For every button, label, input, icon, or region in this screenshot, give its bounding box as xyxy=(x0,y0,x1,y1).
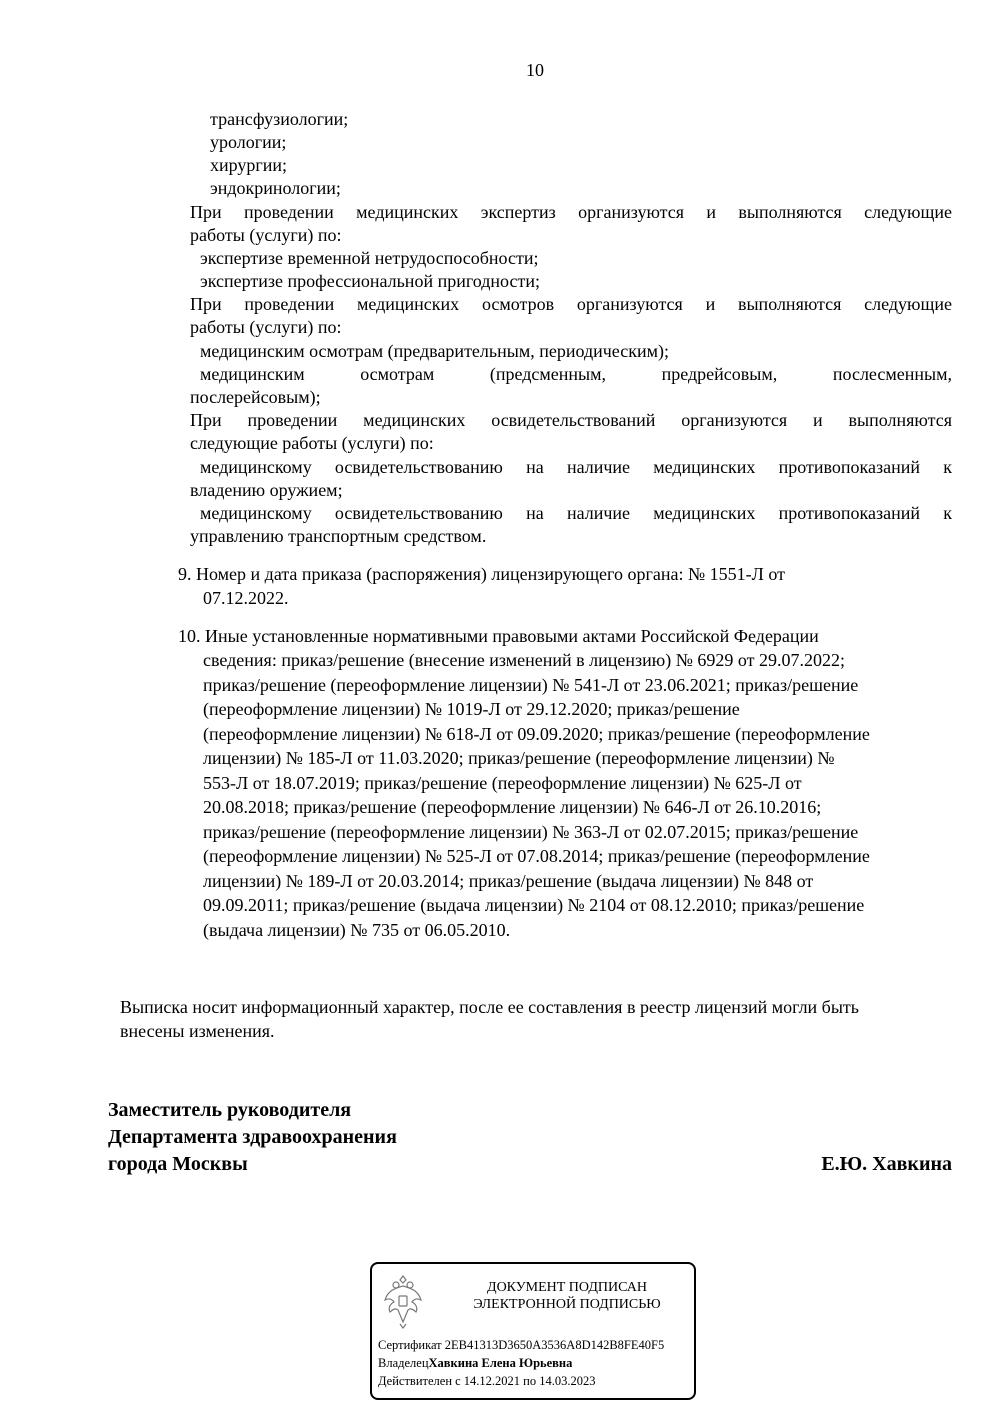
signatory-title: города Москвы xyxy=(108,1153,248,1175)
item-10-line: (переоформление лицензии) № 618-Л от 09.09.2020; приказ/решение (переоформление xyxy=(203,724,870,744)
item-9-line: 07.12.2022. xyxy=(203,588,289,608)
electronic-signature-stamp xyxy=(370,1262,696,1400)
certificate-owner xyxy=(378,1356,572,1371)
signatory-title: Департамента здравоохранения xyxy=(108,1126,397,1148)
text-line: При проведении медицинских экспертиз организуются и выполняются следующие xyxy=(190,202,952,222)
item-10-line: 09.09.2011; приказ/решение (выдача лицензии) № 2104 от 08.12.2010; приказ/решение xyxy=(203,895,865,915)
item-10-line: 10. Иные установленные нормативными правовыми актами Российской Федерации xyxy=(178,626,819,646)
item-10-line: лицензии) № 185-Л от 11.03.2020; приказ/решение (переоформление лицензии) № xyxy=(203,748,835,768)
text-line: медицинскому освидетельствованию на наличие медицинских противопоказаний к xyxy=(200,503,952,523)
text-line: медицинским осмотрам (предсменным, предрейсовым, послесменным, xyxy=(200,364,952,384)
signatory-name: Е.Ю. Хавкина xyxy=(821,1153,952,1175)
text-line: При проведении медицинских осмотров организуются и выполняются следующие xyxy=(190,294,952,314)
text-line: хирургии; xyxy=(210,155,288,175)
text-line: следующие работы (услуги) по: xyxy=(190,433,434,453)
text-line: При проведении медицинских освидетельствований организуются и выполняются xyxy=(190,410,952,430)
certificate-number: Сертификат 2EB41313D3650A3536A8D142B8FE40F5 xyxy=(378,1338,665,1352)
text-line: медицинскому освидетельствованию на наличие медицинских противопоказаний к xyxy=(200,457,952,477)
text-line: медицинским осмотрам (предварительным, периодическим); xyxy=(200,341,670,361)
item-10-line: приказ/решение (переоформление лицензии) № 541-Л от 23.06.2021; приказ/решение xyxy=(203,675,859,695)
item-10-line: 20.08.2018; приказ/решение (переоформление лицензии) № 646-Л от 26.10.2016; xyxy=(203,797,822,817)
text-line: экспертизе временной нетрудоспособности; xyxy=(200,248,539,268)
owner-name: Хавкина Елена Юрьевна xyxy=(428,1356,573,1370)
signatory-title: Заместитель руководителя xyxy=(108,1099,352,1121)
item-9-line: 9. Номер и дата приказа (распоряжения) лицензирующего органа: № 1551-Л от xyxy=(178,564,785,584)
certificate-validity: Действителен с 14.12.2021 по 14.03.2023 xyxy=(378,1374,596,1388)
text-line: послерейсовым); xyxy=(190,387,321,407)
text-line: экспертизе профессиональной пригодности; xyxy=(200,271,540,291)
item-10-line: (переоформление лицензии) № 525-Л от 07.08.2014; приказ/решение (переоформление xyxy=(203,846,870,866)
text-line: управлению транспортным средством. xyxy=(190,526,487,546)
item-10-line: (выдача лицензии) № 735 от 06.05.2010. xyxy=(203,920,511,940)
info-note-line: Выписка носит информационный характер, после ее составления в реестр лицензий могли быть xyxy=(120,997,860,1017)
item-10-line: (переоформление лицензии) № 1019-Л от 29.12.2020; приказ/решение xyxy=(203,699,740,719)
text-line: эндокринологии; xyxy=(210,178,341,198)
owner-label: Владелец xyxy=(378,1356,429,1370)
text-line: работы (услуги) по: xyxy=(190,225,342,245)
stamp-title-line: ДОКУМЕНТ ПОДПИСАН xyxy=(487,1280,647,1295)
item-10-line: 553-Л от 18.07.2019; приказ/решение (переоформление лицензии) № 625-Л от xyxy=(203,773,802,793)
text-line: работы (услуги) по: xyxy=(190,317,342,337)
page-number: 10 xyxy=(526,60,544,80)
text-line: владению оружием; xyxy=(190,480,343,500)
stamp-title xyxy=(442,1280,692,1313)
coat-of-arms-icon xyxy=(382,1272,424,1330)
text-line: урологии; xyxy=(210,132,287,152)
stamp-title-line: ЭЛЕКТРОННОЙ ПОДПИСЬЮ xyxy=(473,1296,661,1312)
item-10-line: сведения: приказ/решение (внесение изменений в лицензию) № 6929 от 29.07.2022; xyxy=(203,650,846,670)
item-10-line: лицензии) № 189-Л от 20.03.2014; приказ/решение (выдача лицензии) № 848 от xyxy=(203,871,814,891)
text-line: трансфузиологии; xyxy=(210,109,349,129)
item-10-line: приказ/решение (переоформление лицензии) № 363-Л от 02.07.2015; приказ/решение xyxy=(203,822,859,842)
info-note-line: внесены изменения. xyxy=(120,1021,275,1041)
